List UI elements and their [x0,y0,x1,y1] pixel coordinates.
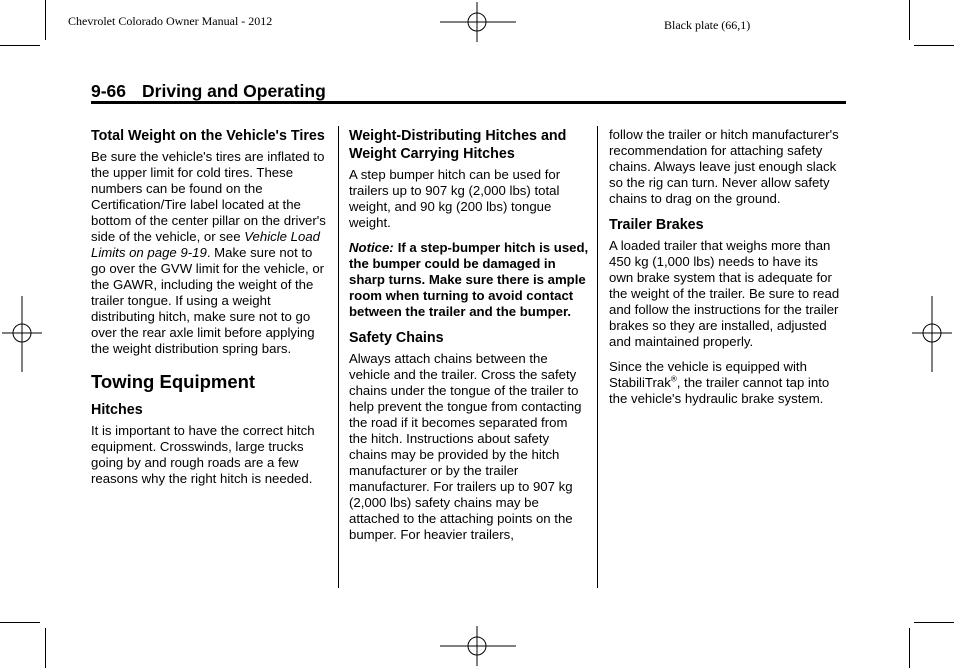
heading-weight-distributing-hitches: Weight-Distributing Hitches and Weight Carrying Hitches [349,128,567,162]
column-divider-1 [338,126,339,588]
column-3 [609,127,845,416]
notice-block [349,240,589,320]
heading-hitches: Hitches [91,402,143,418]
registered-mark: ® [670,374,677,384]
registration-mark-bottom-icon [440,626,516,666]
crop-mark-top-right-h [914,45,954,46]
section-title: Driving and Operating [142,81,326,101]
page-header [91,81,326,102]
crop-mark-bottom-left-h [0,622,40,623]
registration-mark-top-icon [440,2,516,42]
crop-mark-bottom-right-v [909,628,910,668]
column-divider-2 [597,126,598,588]
paragraph-trailer-brakes: A loaded trailer that weighs more than 450 kg (1,000 lbs) needs to have its own brake system that is adequate for the weight of the trailer. Be sure to read and follow the instructions for the trailer brakes so they are installed, adjusted and maintained properly. [609,238,840,349]
crop-mark-top-left-h [0,45,40,46]
page-number: 9-66 [91,81,127,101]
paragraph-hitches: It is important to have the correct hitch equipment. Crosswinds, large trucks going by and rough roads are a few reasons why the right hitch is needed. [91,423,315,486]
notice-label: Notice: [349,240,394,255]
heading-total-weight: Total Weight on the Vehicle's Tires [91,128,325,144]
column-2 [349,127,589,552]
header-rule [91,101,846,104]
paragraph-total-weight: Be sure the vehicle's tires are inflated to the upper limit for cold tires. These numbers can be found on the Certification/Tire label located at the bottom of the center pillar on the driver's side of the vehicle, or see Vehicle Load Limits on page 9-19. Make sure not to go over the GVW limit for the vehicle, or the GAWR, including the weight of the trailer tongue. If using a weight distributing hitch, make sure not to go over the rear axle limit before applying the weight distribution spring bars. [91,149,326,356]
column-1 [91,127,329,496]
crop-mark-top-right-v [909,0,910,40]
crop-mark-top-left-v [45,0,46,40]
heading-safety-chains: Safety Chains [349,330,444,346]
notice-text: If a step-bumper hitch is used, the bumper could be damaged in sharp turns. Make sure there is ample room when turning to avoid contact between the trailer and the bumper. [349,240,589,319]
paragraph-stabilitrak: Since the vehicle is equipped with StabiliTrak®, the trailer cannot tap into the vehicle's hydraulic brake system. [609,359,830,406]
registration-mark-left-icon [2,296,42,372]
registration-mark-right-icon [912,296,952,372]
manual-title: Chevrolet Colorado Owner Manual - 2012 [68,14,273,28]
cross-reference-link[interactable]: Vehicle Load Limits on page 9-19 [91,229,320,260]
crop-mark-bottom-right-h [914,622,954,623]
paragraph-safety-chains-continued: follow the trailer or hitch manufacturer's recommendation for attaching safety chains. Always leave just enough slack so the rig can turn. Never allow safety chains to drag on the ground. [609,127,839,206]
plate-label: Black plate (66,1) [664,18,751,32]
paragraph-safety-chains: Always attach chains between the vehicle and the trailer. Cross the safety chains under the tongue of the trailer to help prevent the tongue from contacting the road if it becomes separated from the hitch. Instructions about safety chains may be provided by the hitch manufacturer or by the trailer manufacturer. For trailers up to 907 kg (2,000 lbs) safety chains may be attached to the attaching points on the bumper. For heavier trailers, [349,351,582,542]
heading-towing-equipment: Towing Equipment [91,371,256,392]
heading-trailer-brakes: Trailer Brakes [609,217,704,233]
crop-mark-bottom-left-v [45,628,46,668]
paragraph-step-bumper: A step bumper hitch can be used for trailers up to 907 kg (2,000 lbs) total weight, and 90 kg (200 lbs) tongue weight. [349,167,561,230]
